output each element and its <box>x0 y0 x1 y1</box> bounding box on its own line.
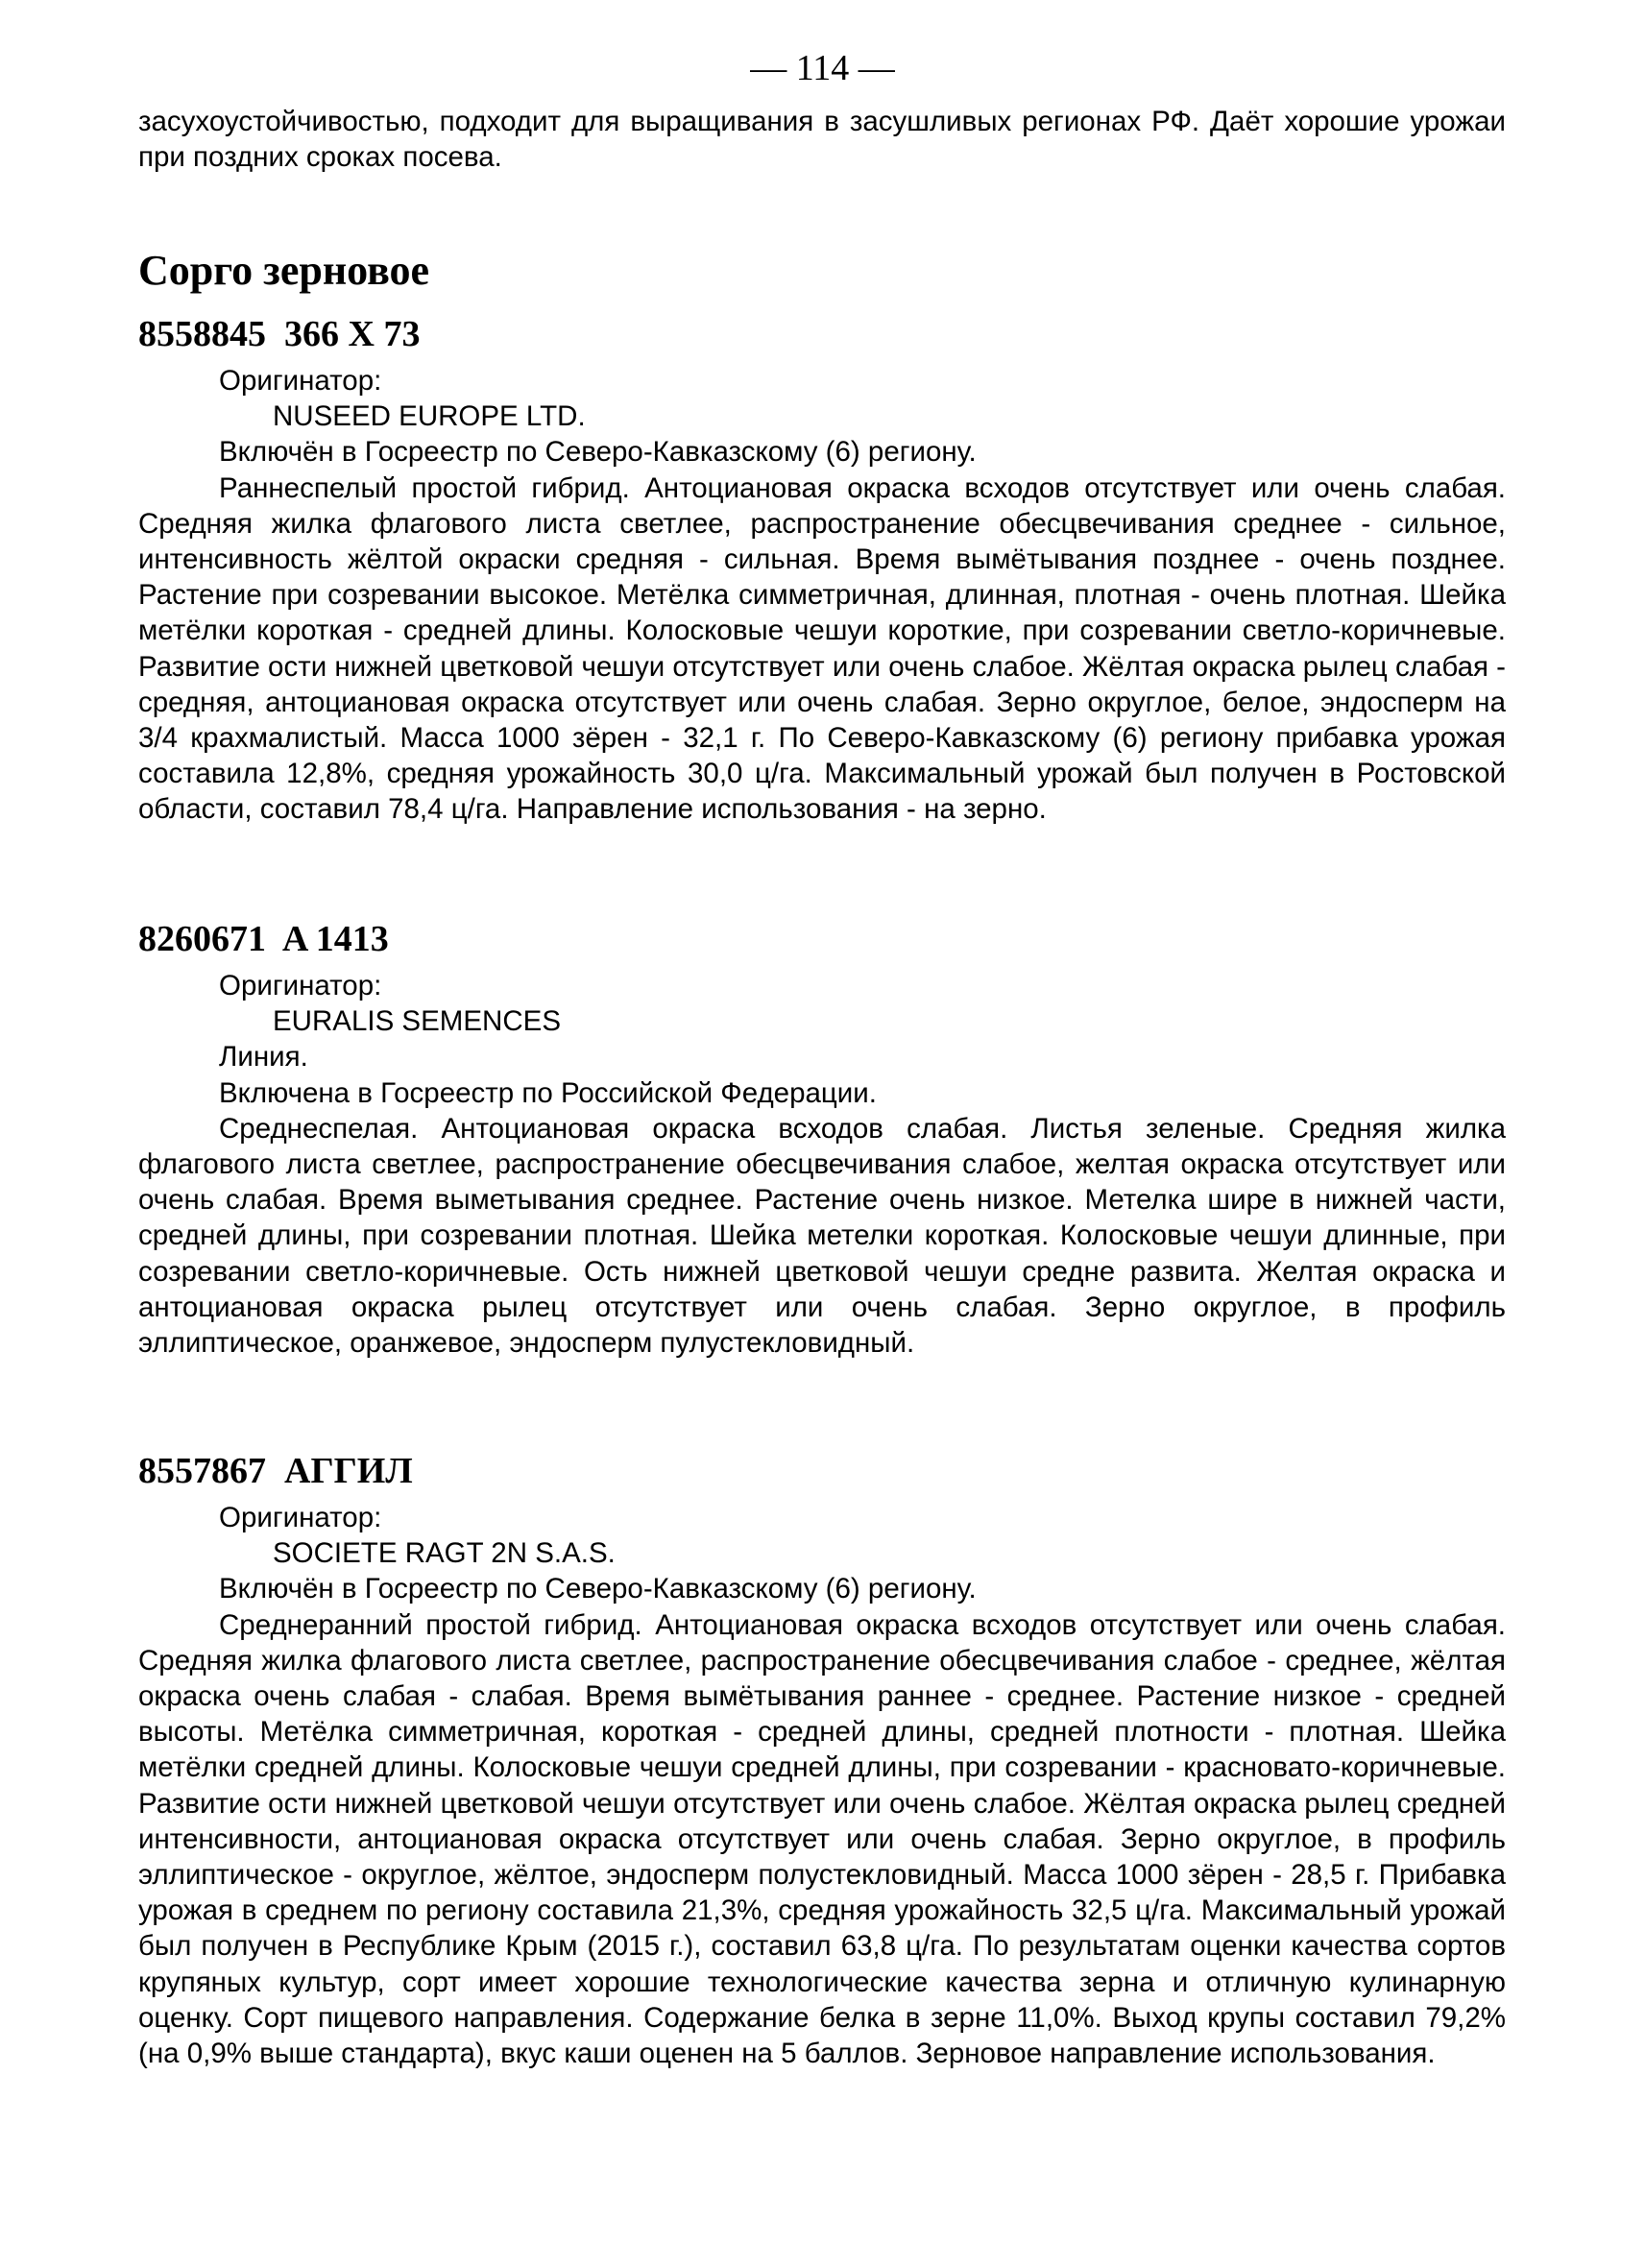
originator-name: NUSEED EUROPE LTD. <box>273 400 586 433</box>
originator-label: Оригинатор: <box>219 970 382 1001</box>
originator-label: Оригинатор: <box>219 1502 382 1533</box>
intro-paragraph: засухоустойчивостью, подходит для выращивания в засушливых регионах РФ. Даёт хорошие урожаи при поздних сроках посева. <box>138 106 1506 174</box>
entry-title: 8260671 A 1413 <box>138 919 389 959</box>
originator-label: Оригинатор: <box>219 365 382 397</box>
registry-note: Включена в Госреестр по Российской Федерации. <box>219 1076 877 1109</box>
entry-title: 8558845 366 X 73 <box>138 314 421 354</box>
registry-note: Включён в Госреестр по Северо-Кавказскому (6) региону. <box>219 1573 977 1605</box>
variety-entry <box>138 1450 1506 2071</box>
registry-note: Включён в Госреестр по Северо-Кавказскому (6) региону. <box>219 436 977 469</box>
entry-title: 8557867 АГГИЛ <box>138 1451 413 1491</box>
page-number: — 114 — <box>750 48 895 88</box>
variety-entry <box>138 313 1506 828</box>
variety-description: Среднеспелая. Антоциановая окраска всходов слабая. Листья зеленые. Средняя жилка флагового листа светлее, распространение обесцвечивания слабое, желтая окраска отсутствует или очень слабая. Время выметывания среднее. Растение очень низкое. Метелка шире в нижней части, средней длины, при созревании плотная. Шейка метелки короткая. Колосковые чешуи длинные, при созревании светло-коричневые. Ость нижней цветковой чешуи средне развита. Желтая окраска и антоциановая окраска рылец отсутствует или очень слабая. Зерно округлое, в профиль эллиптическое, оранжевое, эндосперм пулустекловидный. <box>138 1112 1506 1360</box>
originator-name: SOCIETE RAGT 2N S.A.S. <box>273 1537 616 1570</box>
originator-name: EURALIS SEMENCES <box>273 1005 561 1038</box>
section-title: Сорго зерновое <box>138 247 430 294</box>
variety-description: Среднеранний простой гибрид. Антоциановая окраска всходов отсутствует или очень слабая. Средняя жилка флагового листа светлее, распространение обесцвечивания слабое - среднее, жёлтая окраска очень слабая - слабая. Время вымётывания раннее - среднее. Растение низкое - средней высоты. Метёлка симметричная, короткая - средней длины, средней плотности - плотная. Шейка метёлки средней длины. Колосковые чешуи средней длины, при созревании - красновато-коричневые. Развитие ости нижней цветковой чешуи отсутствует или очень слабое. Жёлтая окраска рылец средней интенсивности, антоциановая окраска отсутствует или очень слабая. Зерно округлое, в профиль эллиптическое - округлое, жёлтое, эндосперм полустекловидный. Масса 1000 зёрен - 28,5 г. Прибавка урожая в среднем по региону составила 21,3%, средняя урожайность 32,5 ц/га. Максимальный урожай был получен в Республике Крым (2015 г.), составил 63,8 ц/га. По результатам оценки качества сортов крупяных культур, сорт имеет хорошие технологические качества зерна и отличную кулинарную оценку. Сорт пищевого направления. Содержание белка в зерне 11,0%. Выход крупы составил 79,2% (на 0,9% выше стандарта), вкус каши оценен на 5 баллов. Зерновое направление использования. <box>138 1608 1506 2070</box>
variety-entry <box>138 918 1506 1361</box>
variety-description: Раннеспелый простой гибрид. Антоциановая окраска всходов отсутствует или очень слабая. Средняя жилка флагового листа светлее, распространение обесцвечивания среднее - сильное, интенсивность жёлтой окраски средняя - сильная. Время вымётывания позднее - очень позднее. Растение при созревании высокое. Метёлка симметричная, длинная, плотная - очень плотная. Шейка метёлки короткая - средней длины. Колосковые чешуи короткие, при созревании светло-коричневые. Развитие ости нижней цветковой чешуи отсутствует или очень слабое. Жёлтая окраска рылец слабая - средняя, антоциановая окраска отсутствует или очень слабая. Зерно округлое, белое, эндосперм на 3/4 крахмалистый. Масса 1000 зёрен - 32,1 г. По Северо-Кавказскому (6) региону прибавка урожая составила 12,8%, средняя урожайность 30,0 ц/га. Максимальный урожай был получен в Ростовской области, составил 78,4 ц/га. Направление использования - на зерно. <box>138 471 1507 826</box>
variety-type: Линия. <box>219 1041 308 1074</box>
